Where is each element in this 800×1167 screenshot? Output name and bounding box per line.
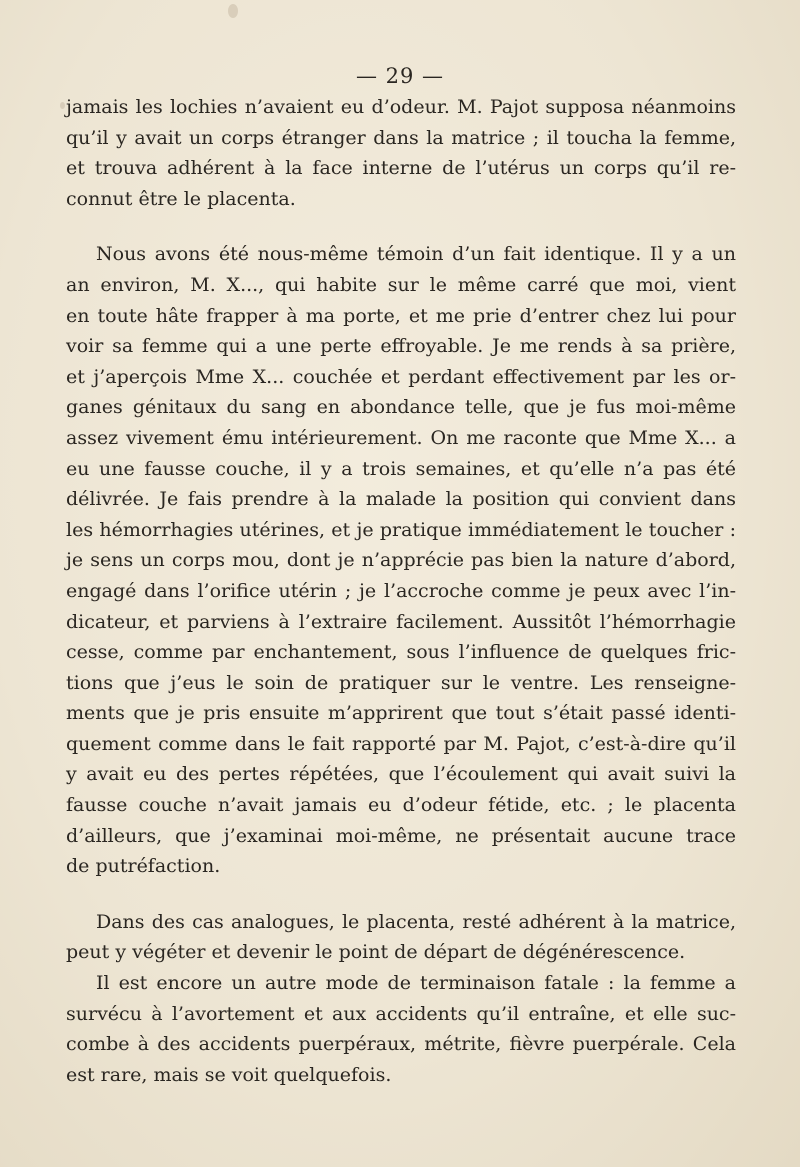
paper-stain	[228, 4, 238, 18]
text-line: dicateur, et parviens à l’extraire facilement. Aussitôt l’hémorrhagie	[66, 610, 736, 633]
text-line: an environ, M. X..., qui habite sur le même carré que moi, vient	[66, 273, 736, 296]
text-line: et trouva adhérent à la face interne de l’utérus un corps qu’il re-	[66, 157, 736, 180]
text-line: Nous avons été nous-même témoin d’un fait identique. Il y a un	[96, 243, 736, 266]
text-line: de putréfaction.	[66, 855, 221, 878]
text-line: d’ailleurs, que j’examinai moi-même, ne présentait aucune trace	[66, 824, 736, 847]
body-text	[66, 92, 736, 1090]
text-line: peut y végéter et devenir le point de départ de dégénérescence.	[66, 941, 686, 964]
text-line: combe à des accidents puerpéraux, métrite, fièvre puerpérale. Cela	[66, 1033, 736, 1056]
text-line: les hémorrhagies utérines, et je pratique immédiatement le toucher :	[66, 518, 736, 541]
text-line: y avait eu des pertes répétées, que l’écoulement qui avait suivi la	[66, 763, 736, 786]
paragraph	[66, 907, 736, 968]
text-line: voir sa femme qui a une perte effroyable. Je me rends à sa prière,	[66, 335, 736, 358]
text-line: ments que je pris ensuite m’apprirent que tout s’était passé identi-	[66, 702, 736, 725]
text-line: connut être le placenta.	[66, 187, 296, 210]
text-line: et j’aperçois Mme X... couchée et perdant effectivement par les or-	[66, 365, 736, 388]
text-line: quement comme dans le fait rapporté par M. Pajot, c’est-à-dire qu’il	[66, 732, 736, 755]
text-line: jamais les lochies n’avaient eu d’odeur. M. Pajot supposa néanmoins	[66, 96, 736, 118]
text-line: survécu à l’avortement et aux accidents qu’il entraîne, et elle suc-	[66, 1002, 736, 1025]
text-line: je sens un corps mou, dont je n’apprécie pas bien la nature d’abord,	[66, 549, 736, 572]
paragraph	[66, 92, 736, 214]
paper-stain	[60, 102, 65, 109]
text-line: qu’il y avait un corps étranger dans la matrice ; il toucha la femme,	[66, 126, 736, 149]
text-line: engagé dans l’orifice utérin ; je l’accroche comme je peux avec l’in-	[66, 579, 736, 602]
text-line: Dans des cas analogues, le placenta, resté adhérent à la matrice,	[96, 910, 736, 933]
paragraph	[66, 968, 736, 1090]
text-line: eu une fausse couche, il y a trois semaines, et qu’elle n’a pas été	[66, 457, 736, 480]
text-line: tions que j’eus le soin de pratiquer sur le ventre. Les renseigne-	[66, 671, 736, 694]
text-line: délivrée. Je fais prendre à la malade la position qui convient dans	[66, 488, 736, 511]
page-number: — 29 —	[355, 64, 445, 88]
paragraph	[66, 239, 736, 881]
text-line: Il est encore un autre mode de terminaison fatale : la femme a	[96, 972, 736, 995]
paragraph-gap	[66, 882, 736, 907]
text-line: est rare, mais se voit quelquefois.	[66, 1063, 392, 1086]
text-line: en toute hâte frapper à ma porte, et me prie d’entrer chez lui pour	[66, 304, 736, 327]
paragraph-gap	[66, 214, 736, 239]
text-line: fausse couche n’avait jamais eu d’odeur fétide, etc. ; le placenta	[66, 794, 736, 817]
text-line: ganes génitaux du sang en abondance telle, que je fus moi-même	[66, 396, 736, 419]
text-line: assez vivement ému intérieurement. On me raconte que Mme X... a	[66, 426, 736, 449]
text-line: cesse, comme par enchantement, sous l’influence de quelques fric-	[66, 641, 736, 664]
